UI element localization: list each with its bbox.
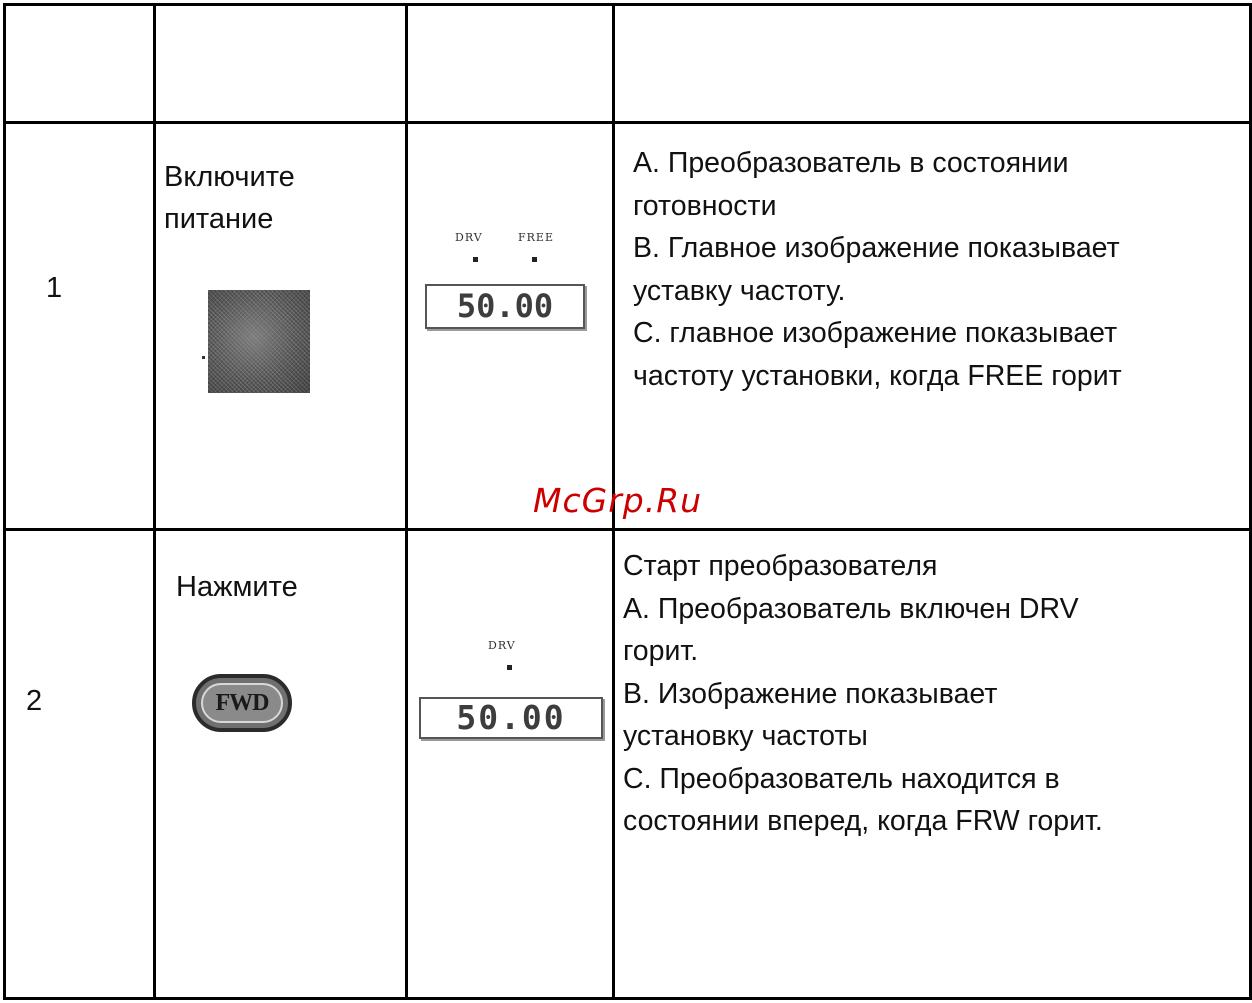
description-line: горит. [623, 635, 699, 667]
description-line: С. главное изображение показывает [633, 317, 1118, 349]
header-cell-description [614, 5, 1251, 123]
description-text [633, 142, 1122, 397]
action-cell [155, 530, 407, 999]
indicator-led-icon [473, 257, 478, 262]
description-line: А. Преобразователь в состоянии [633, 147, 1069, 179]
description-cell [614, 123, 1251, 530]
description-line: готовности [633, 189, 777, 222]
indicator-label-free: FREE [518, 231, 554, 244]
action-line: Нажмите [176, 571, 298, 603]
header-cell-step [5, 5, 155, 123]
description-line: А. Преобразователь включен DRV [623, 592, 1079, 625]
description-line: В. Изображение показывает [623, 677, 998, 710]
action-cell [155, 123, 407, 530]
table-row [5, 123, 1251, 530]
step-number: 2 [26, 685, 43, 717]
description-line: С. Преобразователь находится в [623, 762, 1060, 795]
power-key-marker [202, 356, 205, 359]
description-line: уставку частоту. [633, 274, 846, 307]
fwd-key-icon [192, 674, 292, 732]
indicator-led-icon [507, 665, 512, 670]
display-cell [407, 123, 614, 530]
description-line: состоянии вперед, когда FRW горит. [623, 805, 1103, 837]
indicator-label-drv: DRV [488, 639, 516, 652]
fwd-key-label: FWD [201, 683, 283, 723]
action-text [164, 156, 384, 240]
display-cell [407, 530, 614, 999]
action-text [176, 566, 298, 608]
indicator-led-icon [532, 257, 537, 262]
action-line: питание [164, 203, 274, 235]
frequency-display: 50.00 [419, 697, 603, 739]
step-number: 1 [46, 272, 63, 304]
description-text [623, 545, 1103, 843]
table-row [5, 530, 1251, 999]
site-watermark: McGrp.Ru [533, 481, 703, 520]
table-header-row [5, 5, 1251, 123]
header-cell-action [155, 5, 407, 123]
description-line: установку частоты [623, 720, 868, 752]
header-cell-display [407, 5, 614, 123]
description-cell [614, 530, 1251, 999]
step-number-cell [5, 123, 155, 530]
indicator-label-drv: DRV [455, 231, 483, 244]
frequency-display: 50.00 [425, 284, 585, 329]
power-key-icon [208, 290, 310, 393]
action-line: Включите [164, 161, 295, 193]
description-line: Старт преобразователя [623, 550, 938, 582]
step-number-cell [5, 530, 155, 999]
description-line: В. Главное изображение показывает [633, 232, 1120, 264]
description-line: частоту установки, когда FREE горит [633, 359, 1122, 392]
